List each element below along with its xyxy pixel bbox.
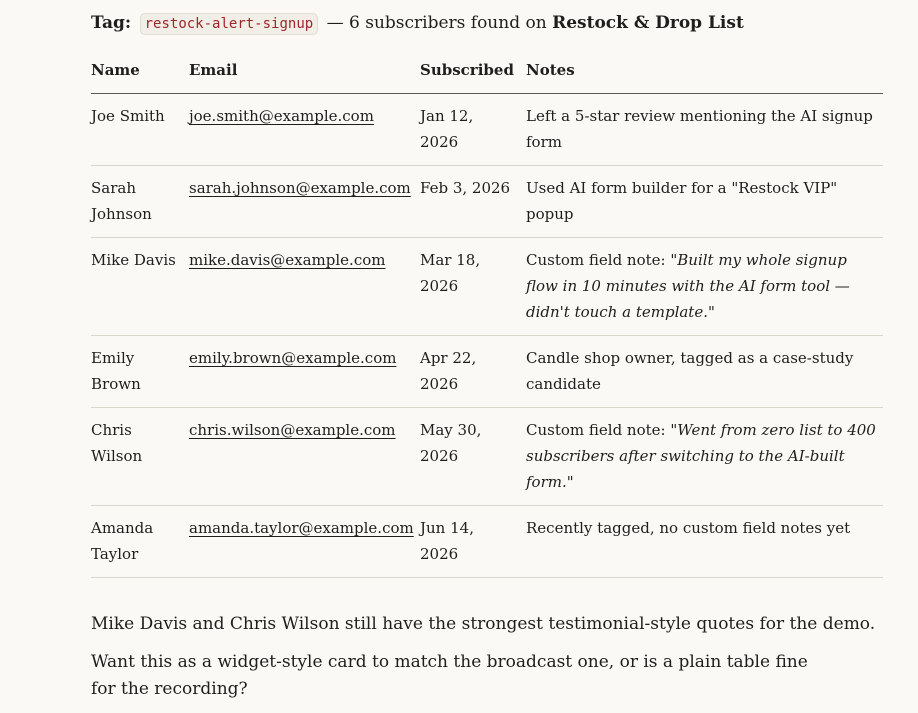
subscriber-notes [526,238,883,336]
subscribed-date: Jan 12, 2026 [420,94,526,166]
subscriber-email-link[interactable]: mike.davis@example.com [189,251,386,269]
subscriber-notes [526,336,883,408]
table-row [91,506,883,578]
subscriber-email-link[interactable]: sarah.johnson@example.com [189,179,411,197]
subscriber-name: Sarah Johnson [91,166,189,238]
tag-summary-line [91,9,744,38]
follow-up-question: Want this as a widget-style card to match the broadcast one, or is a plain table fine for the recording? [91,652,808,699]
column-header-notes: Notes [526,47,883,94]
found-text: — 6 subscribers found on [326,13,547,33]
table-row [91,238,883,336]
table-header-row [91,47,883,94]
subscribed-date: Mar 18, 2026 [420,238,526,336]
list-name: Restock & Drop List [552,13,744,33]
table-row [91,94,883,166]
note-quote: "Built my whole signup flow in 10 minutes with the AI form tool — didn't touch a template." [526,251,850,321]
table-row [91,166,883,238]
subscribed-date: Apr 22, 2026 [420,336,526,408]
note-text: Used AI form builder for a "Restock VIP" popup [526,179,838,223]
note-text: Custom field note: [526,251,671,269]
subscriber-name: Amanda Taylor [91,506,189,578]
table-row [91,336,883,408]
subscriber-name: Joe Smith [91,94,189,166]
table-row [91,408,883,506]
subscribers-table [91,47,883,578]
note-text: Recently tagged, no custom field notes yet [526,519,851,537]
note-text: Custom field note: [526,421,671,439]
tag-code: restock-alert-signup [140,13,319,35]
column-header-email: Email [189,47,420,94]
subscriber-email-link[interactable]: emily.brown@example.com [189,349,397,367]
subscriber-email-link[interactable]: amanda.taylor@example.com [189,519,414,537]
note-text: Left a 5-star review mentioning the AI signup form [526,107,873,151]
note-text: Candle shop owner, tagged as a case-study candidate [526,349,854,393]
subscriber-email-link[interactable]: joe.smith@example.com [189,107,374,125]
note-quote: "Went from zero list to 400 subscribers after switching to the AI-built form." [526,421,876,491]
subscriber-notes [526,506,883,578]
subscriber-notes [526,166,883,238]
subscriber-notes [526,408,883,506]
subscribed-date: May 30, 2026 [420,408,526,506]
column-header-name: Name [91,47,189,94]
subscriber-notes [526,94,883,166]
summary-paragraph: Mike Davis and Chris Wilson still have the strongest testimonial-style quotes for the demo. [91,614,876,634]
tag-label: Tag: [91,13,132,33]
subscriber-email-link[interactable]: chris.wilson@example.com [189,421,396,439]
subscriber-name: Emily Brown [91,336,189,408]
column-header-subscribed: Subscribed [420,47,526,94]
subscriber-name: Chris Wilson [91,408,189,506]
subscriber-name: Mike Davis [91,238,189,336]
subscribed-date: Jun 14, 2026 [420,506,526,578]
subscribed-date: Feb 3, 2026 [420,166,526,238]
